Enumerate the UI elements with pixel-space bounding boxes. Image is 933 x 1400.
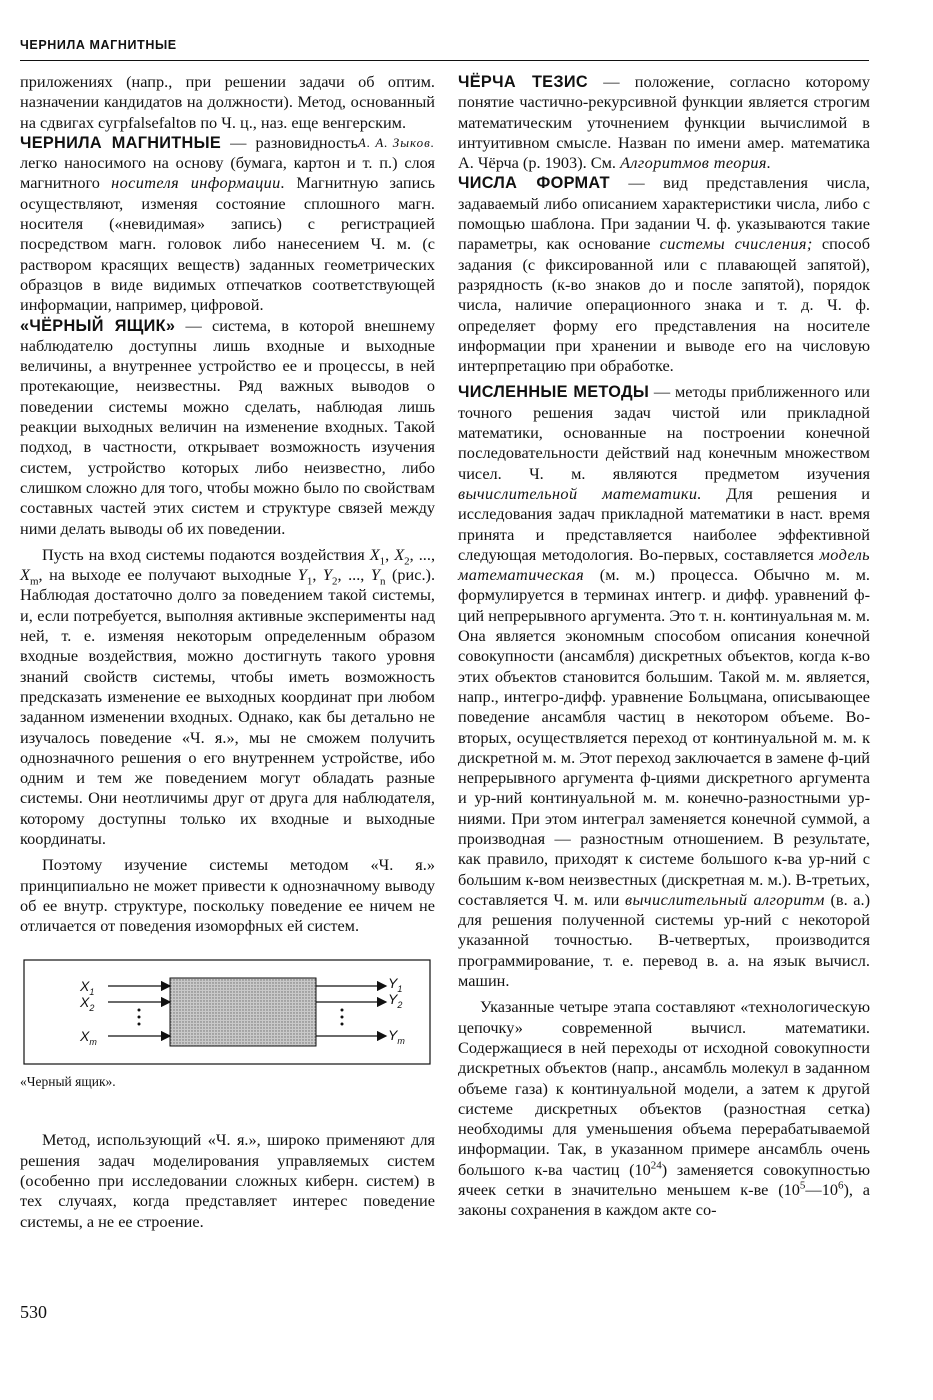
output-label-1: $Y_1$ [388,975,403,995]
input-label-1: $X_1$ [80,978,95,998]
math-symbol: Y [322,565,332,585]
input-ellipsis-dot [138,1023,141,1026]
paragraph-text: ) заменяется совокупностью ячеек сетки в значительно меньшем к-ве (10 [458,1159,870,1200]
entry-text: — методы приближенного или точного решения задач чистой или прикладной математики, основанные на построении конечной последовательности действий над конечным множеством чисел. Ч. м. являются предметом изучения [458,382,870,483]
math-symbol: Y [297,565,307,585]
figure-caption: «Черный ящик». [20,1074,116,1090]
paragraph-text: приложениях (напр., при решении задачи об оптим. назначении кандидатов на должности). Метод, основанный на сдвигах сугрfalsefaltoв по Ч. ц., наз. еще венгерским. [20,72,435,132]
math-separator: , [385,544,395,564]
black-box-figure [20,958,435,1068]
paragraph-text: (рис.). Наблюдая достаточно долго за поведением такой системы, и, если потребуется, выполняя активные эксперименты над ней, т. е. изменяя некоторым определенным образом входные воздействия, можно достигнуть такого уровня знаний свойств системы, чтобы иметь возможность предсказать изменение ее выходных координат при любом заданном изменении входных. Однако, как бы детально не изучалось поведение «Ч. я.», мы не сможем получить однозначного решения о его внутреннем устройстве, ибо одним и тем же поведением могут обладать разные системы. Они неотличимы друг от друга для наблюдателя, которому доступны только их входные и выходные координаты. [20,565,436,848]
entry-text: Для решения и исследования задач прикладной математики в наст. время принята и представляется наиболее эффективной следующая методология. Во-первых, составляется [458,483,870,564]
math-symbol: X [20,565,30,585]
math-subscript: m [29,575,39,588]
math-separator: , [312,565,323,585]
entry-text: (м. м.) процесса. Обычно м. м. формулируется в терминах интегр. и дифф. уравнений ф-ций непрерывного аргумента. Это т. н. континуальная м. м. Она является экономным способом описания конечной совокупности (ансамбля) дискретных объектов, когда к-во этих объектов становится большим. Такой м. м. является, напр., интегро-дифф. уравнение Больцмана, описывающее поведение ансамбля частиц в некотором объеме. Во-вторых, осуществляется переход от континуальной м. м. к дискретной м. м. Этот переход заключается в замене ф-ций непрерывного аргумента ф-циями дискретного аргумента и ур-ний континуальной м. м. конечно-разностными ур-ниями. При этом интеграл заменяется конечной суммой, а производная — разностным отношением. В результате, как правило, приходят к системе большого к-ва ур-ний с большим к-вом неизвестных (дискретная м. м.). В-третьих, составляется Ч. м. или [458,565,870,909]
output-ellipsis-dot [341,1009,344,1012]
math-symbol: Y [370,565,380,585]
cross-reference: носителя информации. [111,173,286,193]
author-signature: А. А. Зыков. [357,134,435,150]
paragraph-text: Указанные четыре этапа составляют «технологическую цепочку» современной вычисл. математики. Содержащиеся в ней переходы от исходной совокупности дискретных объектов (напр., ансамбль молекул в заданном объеме газа) к континуальной модели, а затем к другой системе дискретных объектов (разностная сетка) необходимы для уменьшения объема перерабатываемой информации. Так, в указанном примере ансамбль очень большого к-ва частиц (10 [458,997,870,1179]
entry-term: «ЧЁРНЫЙ ЯЩИК» [20,316,176,335]
paragraph-inputs-outputs [20,545,435,849]
math-subscript: 2 [404,555,410,568]
paragraph-stages [458,997,870,1220]
entry-number-format [458,173,870,376]
entry-black-box [20,316,435,539]
exponent: 6 [837,1179,844,1192]
output-label-2: $Y_2$ [388,991,403,1011]
math-subscript: 1 [379,555,386,568]
paragraph-text: , на выходе ее получают выходные [38,565,298,585]
cross-reference: вычислительный алгоритм [625,889,825,909]
cross-reference: Алгоритмов теория. [620,153,772,173]
input-label-m: $X_m$ [80,1028,97,1048]
entry-numerical-methods [458,382,870,991]
entry-text: — разновидность легко наносимого на основу (бумага, картон и т. п.) слоя магнитного [20,132,435,193]
black-box-diagram [20,958,435,1068]
paragraph-text: Пусть на вход системы подаются воздействия [42,544,370,564]
cross-reference: вычислительной математики. [458,483,702,503]
math-subscript: n [379,575,386,588]
math-subscript: 1 [306,575,313,588]
paragraph-therefore: Поэтому изучение системы методом «Ч. я.» принципиально не может привести к однозначному выводу об ее внутр. структуре, поскольку поведение ее ничем не отличается от поведения изоморфных ей систем. [20,855,435,936]
output-label-m: $Y_m$ [388,1027,405,1047]
input-ellipsis-dot [138,1009,141,1012]
output-ellipsis-dot [341,1016,344,1019]
black-box [170,978,316,1046]
entry-church-thesis [458,72,870,173]
paragraph-text: —10 [805,1180,838,1200]
cross-reference: модель математическая [458,544,870,585]
input-ellipsis-dot [138,1016,141,1019]
math-symbol: X [369,544,380,564]
entry-text: способ задания (с фиксированной или с плавающей запятой), разрядность (к-во знаков до и после запятой), порядок числа, наличие операционного знака и т. д. Ч. ф. определяет форму его представления на носителе информации при хранении и выводе его на числовую интерпретацию при обработке. [458,234,870,376]
entry-magnetic-ink [20,133,435,316]
math-separator: , ..., [337,565,371,585]
paragraph-method-usage: Метод, использующий «Ч. я.», широко применяют для решения задач моделирования управляемых систем (особенно при исследовании сложных киберн. систем) в тех случаях, когда представляет интерес поведение системы, а не ее строение. [20,1130,435,1231]
input-label-2: $X_2$ [80,994,95,1014]
math-symbol: X [394,544,405,564]
right-column [458,72,870,1221]
output-ellipsis-dot [341,1023,344,1026]
paragraph-text: ), а законы сохранения в каждом акте со- [458,1180,870,1220]
exponent: 5 [799,1179,806,1192]
math-subscript: 2 [331,575,338,588]
entry-term: ЧИСЛА ФОРМАТ [458,174,610,193]
left-column [20,72,435,1232]
cross-reference: системы счисления; [659,234,813,254]
math-separator: , ..., [409,544,436,564]
header-rule [20,60,869,61]
entry-term: ЧИСЛЕННЫЕ МЕТОДЫ [458,383,650,402]
entry-term: ЧЁРЧА ТЕЗИС [458,73,588,91]
spacer [20,1090,435,1130]
page-number: 530 [20,1302,47,1322]
entry-text: — система, в которой внешнему наблюдателю доступны лишь входные и выходные величины, а внутреннее устройство ее и процессы, в ней протекающие, неизвестны. Ряд важных выводов о поведении системы можно сделать, наблюдая лишь реакции выходных величин на изменение входных. Такой подход, в частности, открывает возможность изучения систем, устройство которых либо неизвестно, либо слишком сложно для того, чтобы можно было по свойствам составных частей этих систем и структуре связей между ними делать выводы об их поведении. [20,315,435,538]
entry-text: — положение, согласно которому понятие частично-рекурсивной функции является строгим математическим уточнением функции вычислимой в интуитивном смысле. Назван по имени амер. математика А. Чёрча (р. 1903). См. [458,72,870,173]
entry-text: (в. а.) для решения полученной системы ур-ний с некоторой указанной точностью. В-четвертых, производится программирование, т. е. перевод в. а. на язык вычисл. машин. [458,889,871,991]
running-title: ЧЕРНИЛА МАГНИТНЫЕ [20,38,177,52]
entry-term: ЧЕРНИЛА МАГНИТНЫЕ [20,133,221,152]
exponent: 24 [650,1159,662,1172]
entry-text: Магнитную запись осуществляют, изменяя состояние сплошного магн. носителя («невидимая» запись) с регистрацией посредством магн. головок либо нанесением Ч. м. (с раствором красящих веществ) заданных геометрических образцов в виде видимых отпечатков соответствующей информации, например, цифровой. [20,173,435,315]
entry-text: — вид представления числа, задаваемый либо описанием характеристики числа, либо с помощью шаблона. При задании Ч. ф. указываются такие параметры, как основание [458,173,870,254]
